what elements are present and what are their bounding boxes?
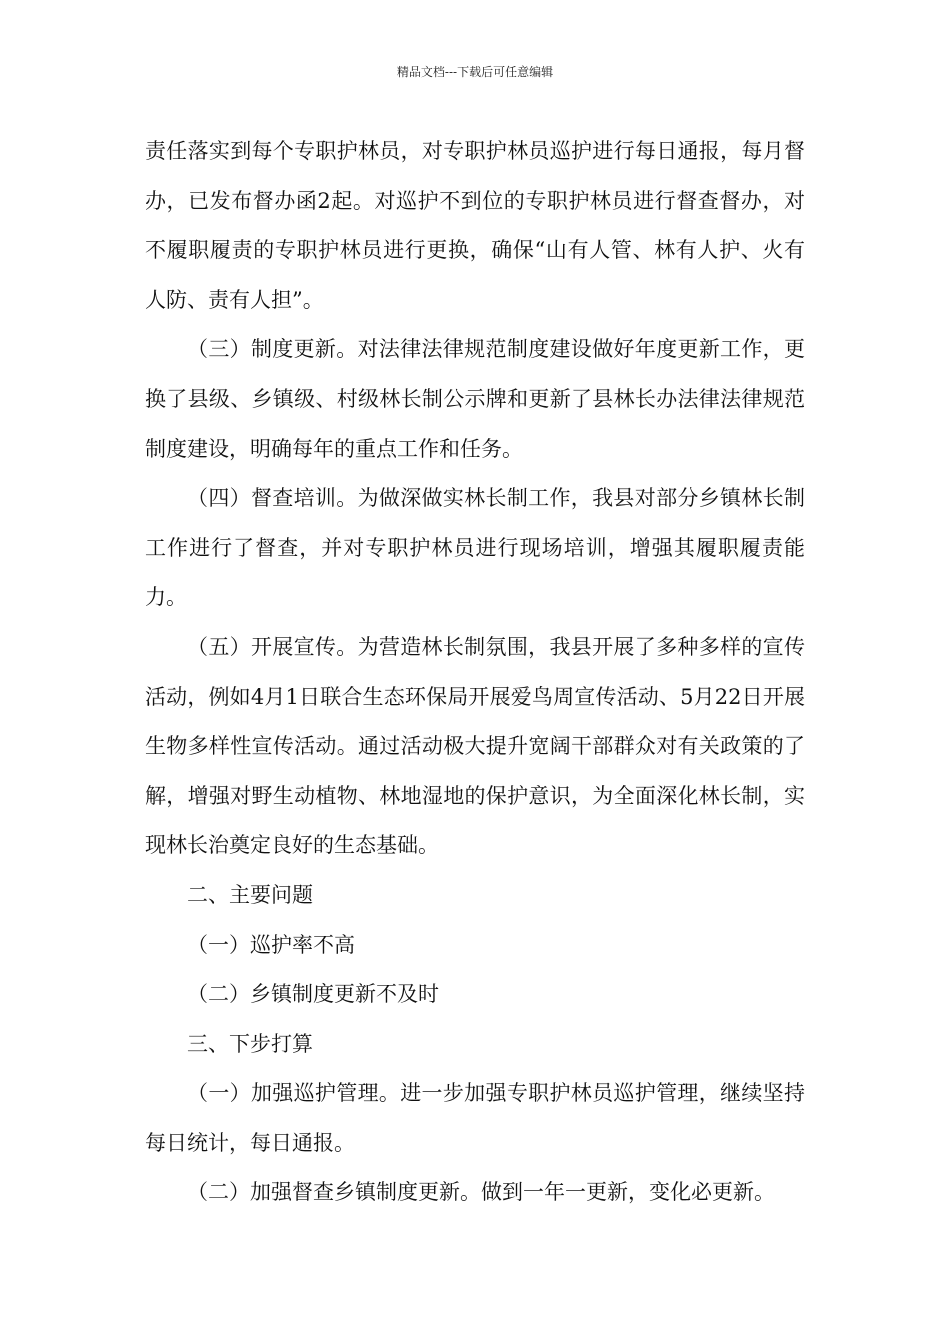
paragraph-inspection-training: （四）督查培训。为做深做实林长制工作，我县对部分乡镇林长制工作进行了督查，并对专职护林员进行现场培训，增强其履职履责能力。 xyxy=(145,486,805,610)
problem-item-1: （一）巡护率不高 xyxy=(187,932,355,957)
section-heading-main-problems: 二、主要问题 xyxy=(187,882,313,907)
paragraph-system-update: （三）制度更新。对法律法律规范制度建设做好年度更新工作，更换了县级、乡镇级、村级林长制公示牌和更新了县林长办法律法律规范制度建设，明确每年的重点工作和任务。 xyxy=(145,337,805,461)
paragraph-continuation: 责任落实到每个专职护林员，对专职护林员巡护进行每日通报，每月督办，已发布督办函2起。对巡护不到位的专职护林员进行督查督办，对不履职履责的专职护林员进行更换，确保“山有人管、林有人护、火有人防、责有人担”。 xyxy=(145,139,805,312)
plan-item-1: （一）加强巡护管理。进一步加强专职护林员巡护管理，继续坚持每日统计，每日通报。 xyxy=(145,1081,805,1155)
document-body xyxy=(145,127,805,1218)
paragraph-publicity: （五）开展宣传。为营造林长制氛围，我县开展了多种多样的宣传活动，例如4月1日联合生态环保局开展爱鸟周宣传活动、5月22日开展生物多样性宣传活动。通过活动极大提升宽阔干部群众对有关政策的了解，增强对野生动植物、林地湿地的保护意识，为全面深化林长制，实现林长治奠定良好的生态基础。 xyxy=(145,634,805,858)
section-heading-next-steps: 三、下步打算 xyxy=(187,1031,313,1056)
problem-item-2: （二）乡镇制度更新不及时 xyxy=(187,982,439,1007)
page-header: 精品文档---下载后可任意编辑 xyxy=(396,65,554,79)
plan-item-2: （二）加强督查乡镇制度更新。做到一年一更新，变化必更新。 xyxy=(187,1180,775,1205)
